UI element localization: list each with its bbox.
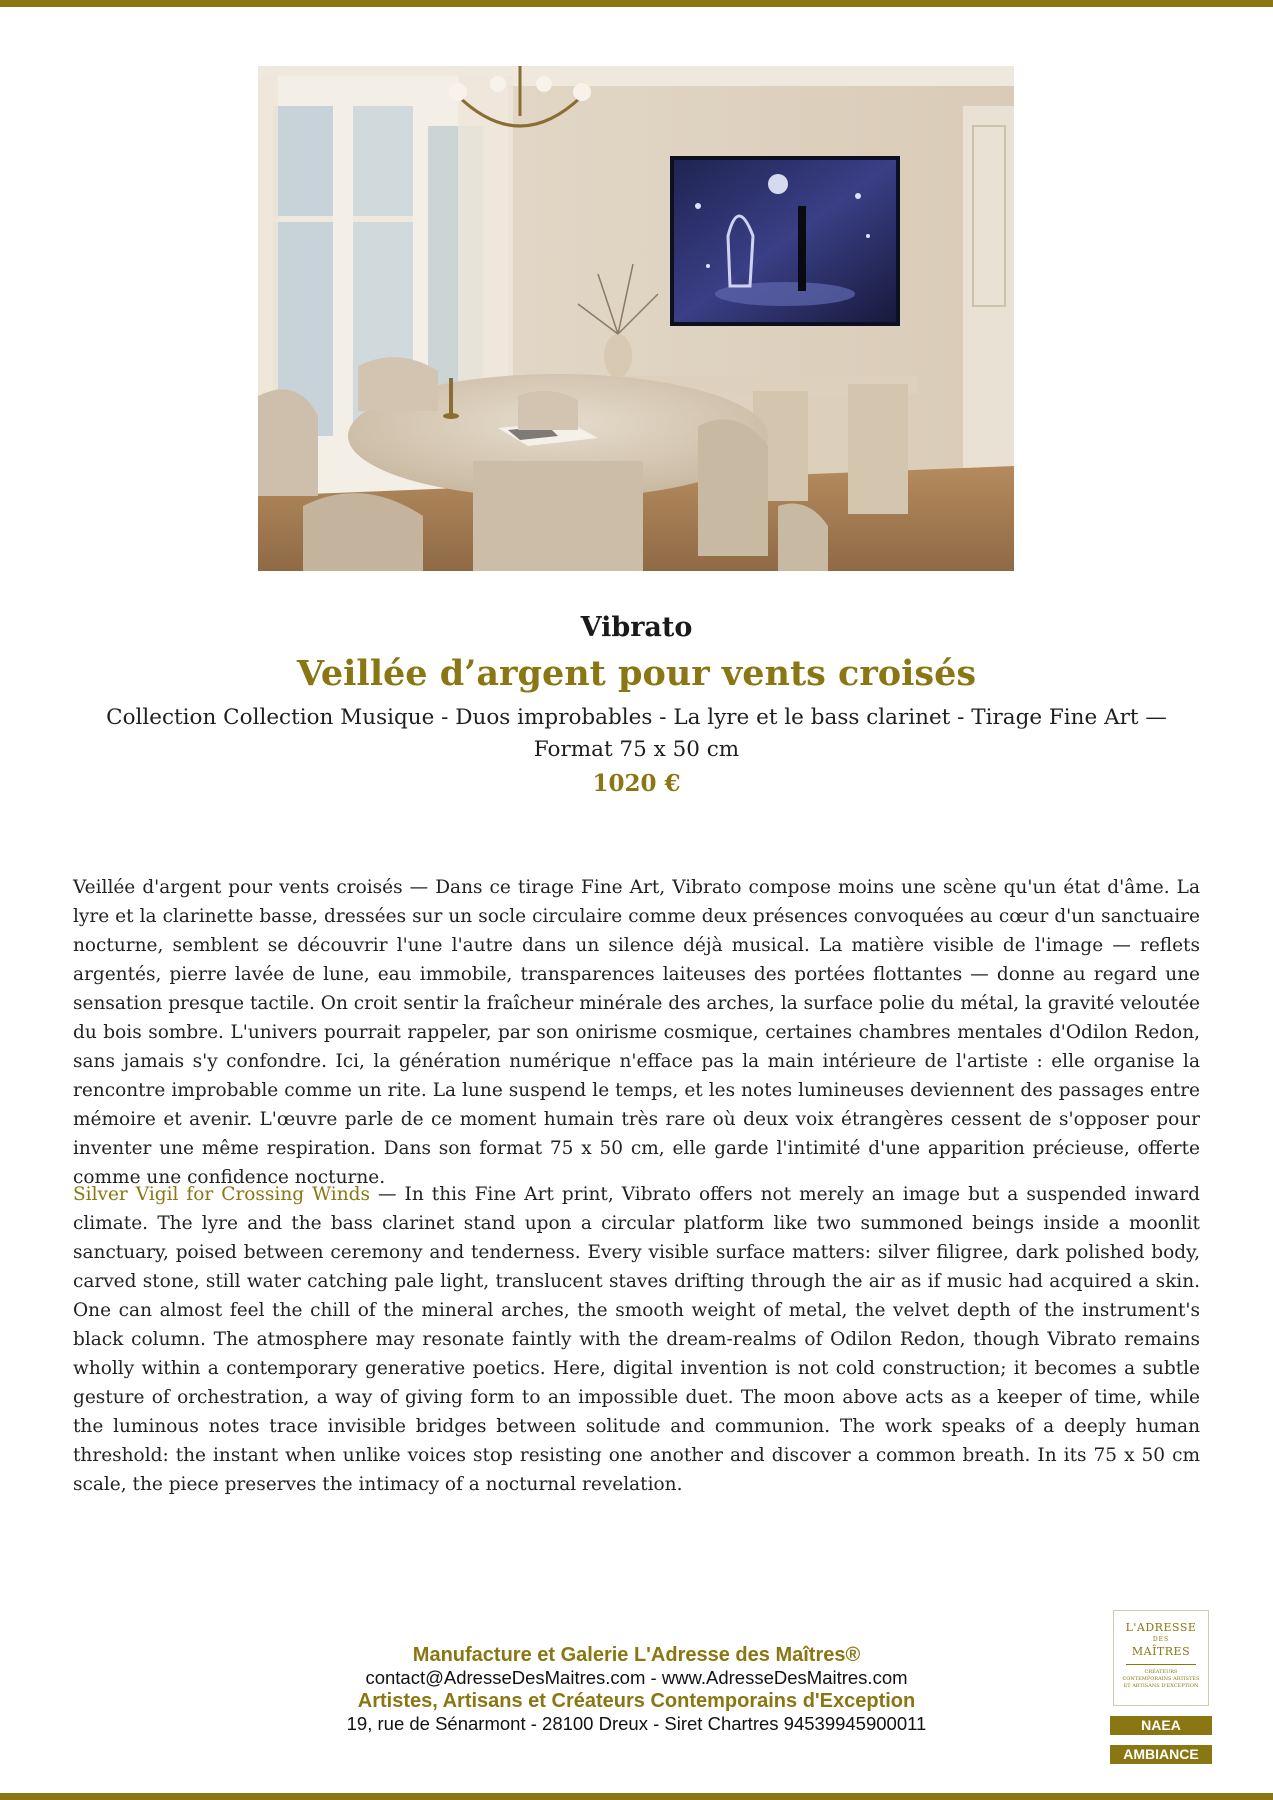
footer-address: 19, rue de Sénarmont - 28100 Dreux - Siret Chartres 94539945900011 xyxy=(346,1713,927,1734)
logo-line-1: L'ADRESSE xyxy=(1125,1621,1197,1634)
description-english-title: Silver Vigil for Crossing Winds xyxy=(73,1184,370,1205)
footer-company: Manufacture et Galerie L'Adresse des Maîtres® xyxy=(412,1644,861,1666)
artwork-room-photo[interactable] xyxy=(258,66,1014,571)
bottom-border xyxy=(0,1793,1273,1800)
logo-line-3: MAÎTRES xyxy=(1131,1645,1191,1658)
description-french: Veillée d'argent pour vents croisés — Dans ce tirage Fine Art, Vibrato compose moins une scène qu'un état d'âme. La lyre et la clarinette basse, dressées sur un socle circulaire comme deux présences convoquées au cœur d'un sanctuaire nocturne, semblent se découvrir l'une l'autre dans un silence déjà musical. La matière visible de l'image — reflets argentés, pierre lavée de lune, eau immobile, transparences laiteuses des portées flottantes — donne au regard une sensation presque tactile. On croit sentir la fraîcheur minérale des arches, la surface polie du métal, la gravité veloutée du bois sombre. L'univers pourrait rappeler, par son onirisme cosmique, certaines chambres mentales d'Odilon Redon, sans jamais s'y confondre. Ici, la génération numérique n'efface pas la main intérieure de l'artiste : elle organise la rencontre improbable comme un rite. La lune suspend le temps, et les notes lumineuses deviennent des passages entre mémoire et avenir. L'œuvre parle de ce moment humain très rare où deux voix étrangères cessent de s'opposer pour inventer une même respiration. Dans son format 75 x 50 cm, elle garde l'intimité d'une apparition précieuse, offerte comme une confidence nocturne. xyxy=(73,877,1200,1188)
description-english xyxy=(73,1180,1200,1499)
logo-line-2: DES xyxy=(1152,1636,1170,1643)
badge-ambiance: AMBIANCE xyxy=(1110,1745,1212,1764)
footer-contact[interactable]: contact@AdresseDesMaitres.com - www.AdresseDesMaitres.com xyxy=(365,1667,908,1688)
logo-line-4: CRÉATEURS CONTEMPORAINS ARTISTES ET ARTISANS D'EXCEPTION xyxy=(1122,1669,1200,1689)
footer-tagline: Artistes, Artisans et Créateurs Contemporains d'Exception xyxy=(357,1690,916,1712)
artwork-title: Veillée d’argent pour vents croisés xyxy=(296,653,977,694)
logo-divider xyxy=(1126,1664,1196,1665)
artwork-price: 1020 € xyxy=(592,770,681,797)
gallery-logo xyxy=(1113,1610,1209,1706)
description-english-text: — In this Fine Art print, Vibrato offers not merely an image but a suspended inward climate. The lyre and the bass clarinet stand upon a circular platform like two summoned beings inside a moonlit sanctuary, poised between ceremony and tenderness. Every visible surface matters: silver filigree, dark polished body, carved stone, still water catching pale light, translucent staves drifting through the air as if music had acquired a skin. One can almost feel the chill of the mineral arches, the smooth weight of metal, the velvet depth of the instrument's black column. The atmosphere may resonate faintly with the dream-realms of Odilon Redon, though Vibrato remains wholly within a contemporary generative poetics. Here, digital invention is not cold construction; it becomes a subtle gesture of orchestration, a way of giving form to an impossible duet. The moon above acts as a keeper of time, while the luminous notes trace invisible bridges between solitude and communion. The work speaks of a deeply human threshold: the instant when unlike voices stop resisting one another and discover a common breath. In its 75 x 50 cm scale, the piece preserves the intimacy of a nocturnal revelation. xyxy=(73,1184,1201,1495)
top-border xyxy=(0,0,1273,7)
artwork-subtitle: Collection Collection Musique - Duos improbables - La lyre et le bass clarinet - Tirage Fine Art — Format 75 x 50 cm xyxy=(106,705,1167,762)
badge-naea: NAEA xyxy=(1110,1716,1212,1735)
artist-name: Vibrato xyxy=(580,612,693,643)
footer xyxy=(0,1643,1273,1735)
